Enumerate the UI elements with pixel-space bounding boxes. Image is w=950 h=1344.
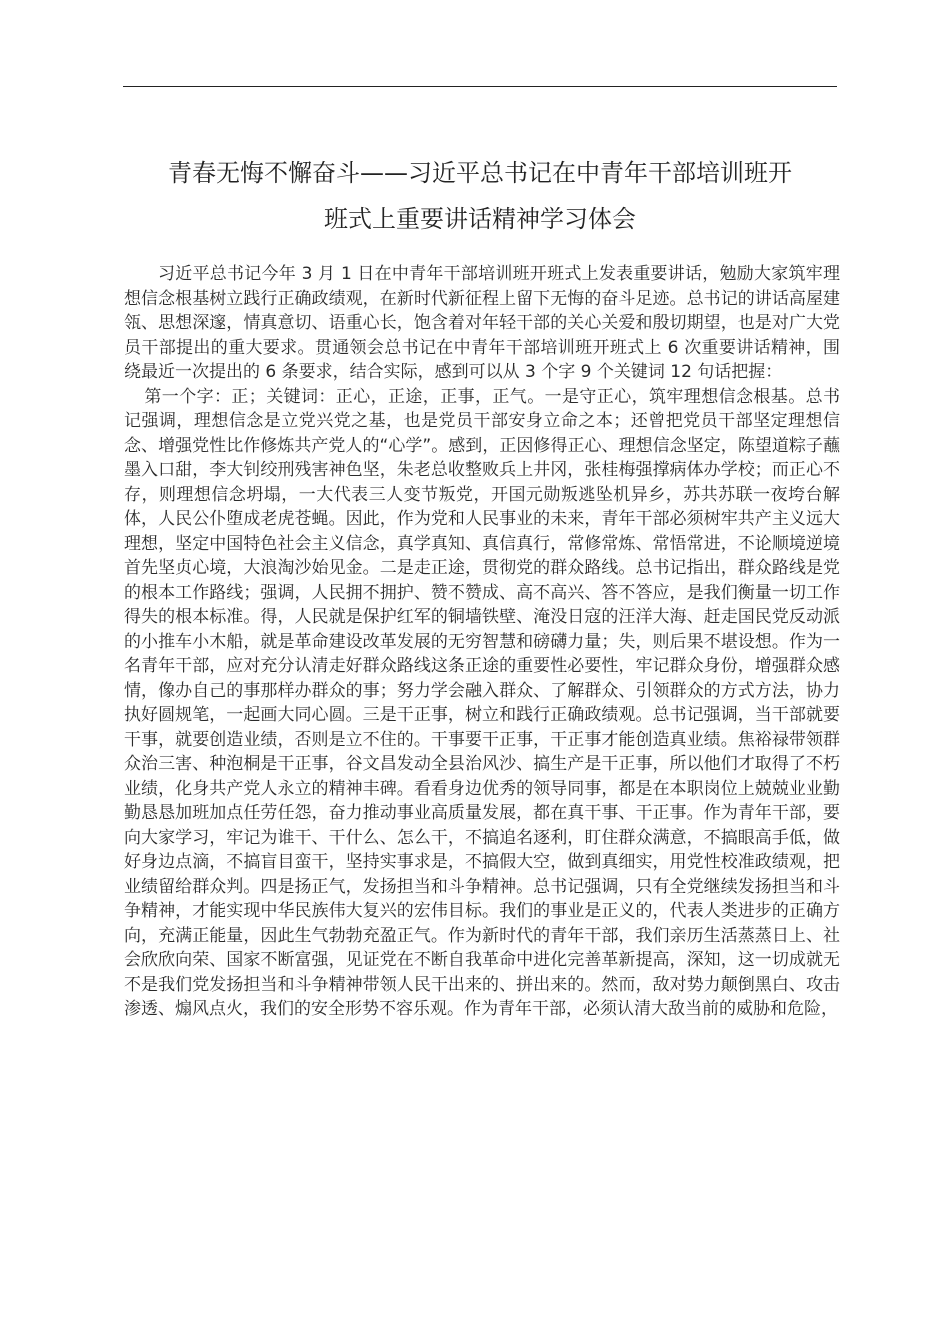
document-title	[110, 150, 850, 242]
document-body	[124, 262, 840, 1022]
body-paragraph-1: 习近平总书记今年 3 月 1 日在中青年干部培训班开班式上发表重要讲话，勉励大家筑牢理想信念根基树立践行正确政绩观，在新时代新征程上留下无悔的奋斗足迹。总书记的讲话高屋建瓴、思想深邃，情真意切、语重心长，饱含着对年轻干部的关心关爱和殷切期望，也是对广大党员干部提出的重大要求。贯通领会总书记在中青年干部培训班开班式上 6 次重要讲话精神，围绕最近一次提出的 6 条要求，结合实际，感到可以从 3 个字 9 个关键词 12 句话把握：	[124, 264, 840, 382]
header-rule	[123, 86, 837, 87]
body-paragraph-2: 第一个字：正；关键词：正心，正途，正事，正气。一是守正心，筑牢理想信念根基。总书记强调，理想信念是立党兴党之基，也是党员干部安身立命之本；还曾把党员干部坚定理想信念、增强党性比作修炼共产党人的“心学”。感到，正因修得正心、理想信念坚定，陈望道粽子蘸墨入口甜，李大钊绞刑残害神色坚，朱老总收整败兵上井冈，张桂梅强撑病体办学校；而正心不存，则理想信念坍塌，一大代表三人变节叛党，开国元勋叛逃坠机异乡，苏共苏联一夜垮台解体，人民公仆堕成老虎苍蝇。因此，作为党和人民事业的未来，青年干部必须树牢共产主义远大理想，坚定中国特色社会主义信念，真学真知、真信真行，常修常炼、常悟常进，不论顺境逆境首先坚贞心境，大浪淘沙始见金。二是走正途，贯彻党的群众路线。总书记指出，群众路线是党的根本工作路线；强调，人民拥不拥护、赞不赞成、高不高兴、答不答应，是我们衡量一切工作得失的根本标准。得，人民就是保护红军的铜墙铁壁、淹没日寇的汪洋大海、赶走国民党反动派的小推车小木船，就是革命建设改革发展的无穷智慧和磅礴力量；失，则后果不堪设想。作为一名青年干部，应对充分认清走好群众路线这条正途的重要性必要性，牢记群众身份，增强群众感情，像办自己的事那样办群众的事；努力学会融入群众、了解群众、引领群众的方式方法，协力执好圆规笔，一起画大同心圆。三是干正事，树立和践行正确政绩观。总书记强调，当干部就要干事，就要创造业绩，否则是立不住的。干事要干正事，干正事才能创造真业绩。焦裕禄带领群众治三害、种泡桐是干正事，谷文昌发动全县治风沙、搞生产是干正事，所以他们才取得了不朽业绩，化身共产党人永立的精神丰碑。看看身边优秀的领导同事，都是在本职岗位上兢兢业业勤勤恳恳加班加点任劳任怨，奋力推动事业高质量发展，都在真干事、干正事。作为青年干部，要向大家学习，牢记为谁干、干什么、怎么干，不搞追名逐利，盯住群众满意，不搞眼高手低，做好身边点滴，不搞盲目蛮干，坚持实事求是，不搞假大空，做到真细实，用党性校准政绩观，把业绩留给群众判。四是扬正气，发扬担当和斗争精神。总书记强调，只有全党继续发扬担当和斗争精神，才能实现中华民族伟大复兴的宏伟目标。我们的事业是正义的，代表人类进步的正确方向，充满正能量，因此生气勃勃充盈正气。作为新时代的青年干部，我们亲历生活蒸蒸日上、社会欣欣向荣、国家不断富强，见证党在不断自我革命中进化完善革新提高，深知，这一切成就无不是我们党发扬担当和斗争精神带领人民干出来的、拼出来的。然而，敌对势力颠倒黑白、攻击渗透、煽风点火，我们的安全形势不容乐观。作为青年干部，必须认清大敌当前的威胁和危险，	[124, 386, 840, 1019]
title-line-1: 青春无悔不懈奋斗——习近平总书记在中青年干部培训班开	[168, 159, 792, 187]
title-line-2: 班式上重要讲话精神学习体会	[324, 205, 636, 233]
